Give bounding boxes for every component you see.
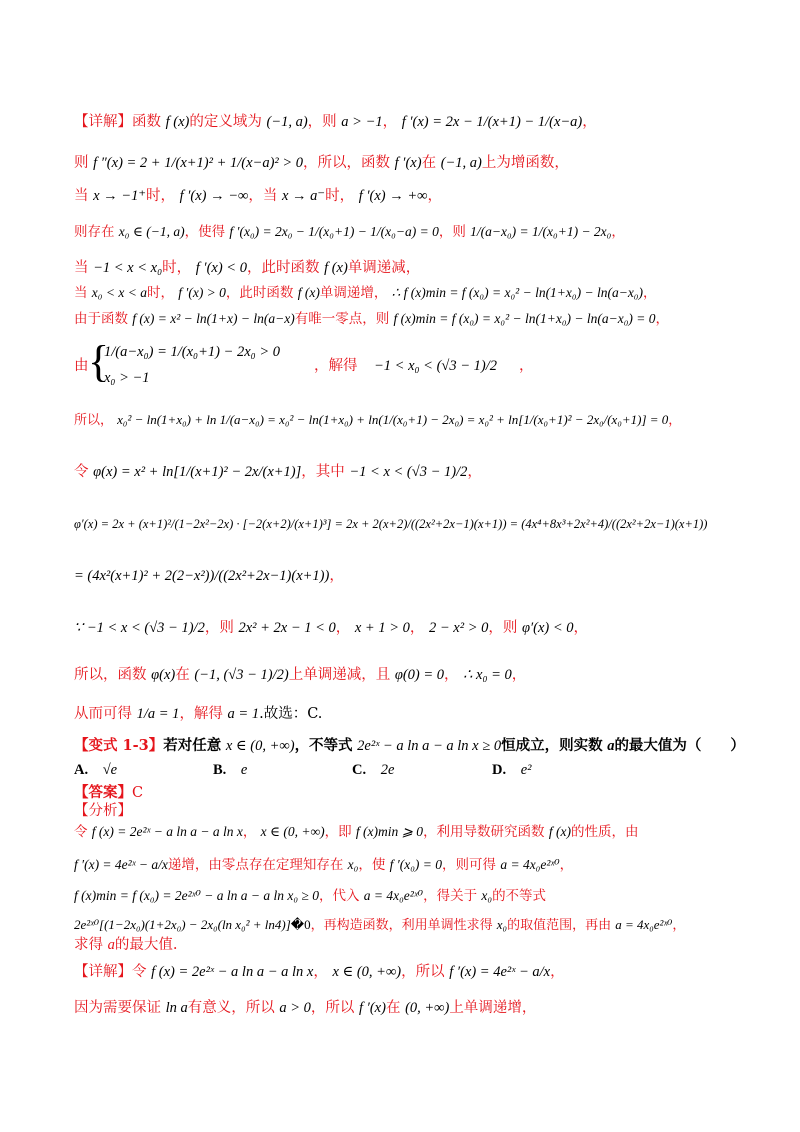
math: �0	[290, 917, 311, 932]
math: x ∈ (0, +∞)	[225, 738, 295, 754]
math: x → a⁻	[282, 188, 326, 204]
solution-line-10	[74, 462, 760, 482]
text: ，即	[324, 824, 352, 840]
solution-line-4	[74, 222, 760, 242]
math: x → −1⁺	[93, 188, 146, 204]
text: 的定义域为	[189, 114, 262, 130]
math: f (x)min = f (x₀) = 2e²ˣ⁰ − a ln a − a ln x₀ ≥ 0	[74, 888, 319, 903]
text: ，	[573, 620, 589, 636]
math: f ′(x) < 0	[195, 260, 247, 276]
math: ∵ −1 < x < (√3 − 1)/2	[74, 620, 205, 636]
math: −1 < x₀ < (√3 − 1)/2	[374, 358, 498, 374]
text: ，则	[307, 114, 337, 130]
math: x + 1 > 0	[354, 620, 410, 636]
math: f (x) = 2e²ˣ − a ln a − a ln x	[91, 824, 243, 839]
text: ，	[655, 311, 670, 327]
math: ln a	[165, 1000, 188, 1016]
math: x₀	[481, 888, 493, 903]
text: ，	[582, 114, 597, 130]
math: f (x)	[165, 114, 190, 130]
text: 令	[74, 464, 89, 480]
math: a = 4x₀e²ˣ⁰	[615, 917, 673, 932]
text: ，此时函数	[246, 260, 320, 276]
math: x₀	[347, 857, 359, 872]
math: a = 4x₀e²ˣ⁰	[500, 857, 560, 872]
text: 的不等式	[492, 888, 547, 904]
text: 单调递减，	[347, 260, 421, 276]
analysis-tag: 【分析】	[74, 803, 132, 819]
text: ，不等式	[294, 737, 353, 754]
math: = (4x²(x+1)² + 2(2−x²))/((2x²+2x−1)(x+1))	[74, 568, 330, 584]
text: 当	[74, 285, 88, 301]
option-a	[74, 762, 117, 779]
text: 当	[74, 188, 89, 204]
math: f (x)	[324, 260, 348, 276]
analysis-line-2	[74, 855, 760, 875]
text: 若对任意	[163, 737, 222, 754]
math: f ′(x)	[394, 155, 422, 171]
math: f ′(x) → +∞	[358, 188, 428, 204]
math: (−1, a)	[266, 114, 308, 130]
text: ，利用导数研究函数	[423, 824, 545, 840]
solution-line-2	[74, 153, 760, 173]
text: ，当	[248, 188, 278, 204]
variant-tag: 【变式 1-3】	[74, 737, 164, 754]
option-c	[352, 762, 394, 779]
math: ∴ x₀ = 0	[463, 667, 512, 683]
text: 有唯一零点，则	[294, 311, 390, 327]
text: ，	[329, 568, 344, 584]
math: ∴ f (x)min = f (x₀) = x₀² − ln(1+x₀) − ln(a−x₀)	[391, 285, 643, 300]
math: x₀² − ln(1+x₀) + ln 1/(a−x₀) = x₀² − ln(1+x₀) + ln(1/(x₀+1) − 2x₀) = x₀² + ln[1/(x₀+1)² − 2x₀/(x₀+1)] = 0	[117, 412, 669, 427]
text: ，所以	[401, 964, 445, 980]
text: 由	[74, 358, 89, 374]
math: f ′(x₀) = 2x₀ − 1/(x₀+1) − 1/(x₀−a) = 0	[229, 224, 439, 239]
text: 所以，	[74, 413, 114, 428]
solution-line-15	[74, 704, 760, 724]
text: ，则可得	[442, 857, 497, 873]
answer-tag: 【答案】	[74, 784, 132, 801]
solution-line-7	[74, 309, 760, 329]
math: −1 < x < (√3 − 1)/2	[349, 464, 468, 480]
option-label: B.	[213, 762, 227, 778]
answer-value: C	[132, 785, 144, 801]
math: f (x)	[548, 824, 571, 839]
math: φ(x) = x² + ln[1/(x+1)² − 2x/(x+1)]	[93, 464, 302, 480]
text: ，	[335, 620, 351, 636]
text: 时，	[325, 188, 355, 204]
text: 在	[385, 1000, 401, 1016]
math: a > 0	[279, 1000, 311, 1016]
text: 则存在	[74, 224, 115, 240]
text: ，其中	[301, 464, 345, 480]
text: 由于函数	[74, 311, 128, 327]
math: 1/a = 1	[136, 706, 180, 722]
detail-line-2	[74, 998, 760, 1018]
analysis-line-1	[74, 822, 760, 842]
text: 上单调递减，且	[288, 667, 391, 683]
text: 时，	[162, 260, 192, 276]
option-label: A.	[74, 762, 89, 778]
text: ，使得	[184, 224, 226, 240]
text: ，解得	[314, 358, 358, 374]
math: (0, +∞)	[405, 1000, 450, 1016]
option-value: e	[240, 762, 248, 778]
option-b	[213, 762, 247, 779]
math: x₀	[496, 917, 508, 932]
text: 的取值范围，再由	[507, 918, 612, 933]
math: f ′(x) = 4e²ˣ − a/x	[449, 964, 551, 980]
math: f ′(x₀) = 0	[389, 857, 443, 872]
math: x₀ > −1	[104, 370, 150, 386]
analysis-line-5	[74, 935, 760, 955]
solution-line-6	[74, 283, 760, 303]
math: f ′(x) = 4e²ˣ − a/x	[74, 857, 168, 872]
text: ，代入	[318, 888, 360, 904]
text: ，	[409, 620, 425, 636]
math: −1 < x < x₀	[93, 260, 163, 276]
solution-line-9	[74, 410, 760, 431]
text: 时，	[145, 188, 175, 204]
math: f (x) = 2e²ˣ − a ln a − a ln x	[151, 964, 314, 980]
math: a	[607, 738, 615, 754]
math: φ(0) = 0	[394, 667, 445, 683]
math: f (x)	[297, 285, 320, 300]
text: ，	[519, 358, 534, 374]
math: x₀ ∈ (−1, a)	[118, 224, 185, 239]
option-value: e²	[520, 762, 532, 778]
math: 1/(a−x₀) = 1/(x₀+1) − 2x₀ > 0	[104, 344, 280, 360]
text: 则	[74, 155, 89, 171]
answer-line	[74, 783, 760, 803]
text: ，	[382, 114, 398, 130]
text: 在	[421, 155, 437, 171]
math: 2e²ˣ − a ln a − a ln x ≥ 0	[357, 738, 502, 754]
math: 2x² + 2x − 1 < 0	[238, 620, 336, 636]
text: ，再构造函数，利用单调性求得	[310, 918, 493, 933]
detail-tag: 【详解】	[74, 114, 132, 130]
math: f ″(x) = 2 + 1/(x+1)² + 1/(x−a)² > 0	[93, 155, 304, 171]
option-d	[492, 762, 532, 779]
math: a	[107, 937, 115, 953]
solution-line-13	[74, 618, 760, 638]
text: .故选：C.	[259, 706, 323, 722]
math: x₀ < x < a	[91, 285, 147, 300]
text: ，	[643, 285, 657, 301]
option-value: 2e	[380, 762, 395, 778]
detail-tag-2: 【详解】	[74, 964, 132, 980]
text: ，	[611, 224, 625, 240]
text: 令	[74, 824, 88, 840]
math: x ∈ (0, +∞)	[332, 964, 402, 980]
text: 的最大值.	[114, 937, 178, 953]
text: 令	[132, 964, 147, 980]
math: (−1, (√3 − 1)/2)	[194, 667, 289, 683]
analysis-line-4	[74, 915, 760, 936]
analysis-line-3	[74, 886, 760, 906]
solution-line-5	[74, 258, 760, 278]
math: a > −1	[341, 114, 383, 130]
math: f (x)min = f (x₀) = x₀² − ln(1+x₀) − ln(a−x₀) = 0	[393, 311, 656, 326]
math: (−1, a)	[440, 155, 482, 171]
text: ，	[467, 464, 482, 480]
text: 函数	[132, 114, 161, 130]
math: a = 4x₀e²ˣ⁰	[363, 888, 424, 903]
text: ，	[559, 857, 574, 873]
text: ，得关于	[423, 888, 478, 904]
text: ，所以，函数	[303, 155, 391, 171]
solution-line-12	[74, 566, 760, 586]
text: ，则	[204, 620, 234, 636]
text: ，	[511, 667, 527, 683]
detail-line-1	[74, 962, 760, 982]
text: ，	[427, 188, 442, 204]
text: 当	[74, 260, 89, 276]
text: 在	[175, 667, 190, 683]
text: ，解得	[179, 706, 223, 722]
solution-line-11	[74, 514, 760, 534]
text: 的性质，由	[570, 824, 639, 840]
text: ，	[313, 964, 328, 980]
variant-question	[74, 736, 760, 756]
math: φ′(x) < 0	[521, 620, 574, 636]
text: ，	[444, 667, 459, 683]
option-label: D.	[492, 762, 507, 778]
text: ，	[550, 964, 565, 980]
text: 单调递增，	[319, 285, 388, 301]
left-brace: {	[88, 337, 110, 386]
analysis-line	[74, 801, 760, 821]
text: 上为增函数，	[481, 155, 569, 171]
text: ，所以	[310, 1000, 355, 1016]
math: f ′(x) = 2x − 1/(x+1) − 1/(x−a)	[401, 114, 583, 130]
text: ，则	[438, 224, 466, 240]
text: 的最大值为（ ）	[614, 737, 745, 754]
text: ，此时函数	[225, 285, 294, 301]
text: 有意义，所以	[187, 1000, 275, 1016]
math: x ∈ (0, +∞)	[260, 824, 325, 839]
text: 从而可得	[74, 706, 132, 722]
text: 时，	[146, 285, 174, 301]
text: 所以，函数	[74, 667, 147, 683]
math: 2 − x² > 0	[429, 620, 489, 636]
math: f ′(x) → −∞	[179, 188, 249, 204]
text: ，	[242, 824, 257, 840]
text: ，	[672, 918, 686, 933]
solution-line-3	[74, 186, 760, 206]
text: ，使	[358, 857, 386, 873]
option-label: C.	[352, 762, 367, 778]
math: f (x) = x² − ln(1+x) − ln(a−x)	[132, 311, 295, 326]
text: ，则	[488, 620, 518, 636]
math: 1/(a−x₀) = 1/(x₀+1) − 2x₀	[470, 224, 612, 239]
text: 上单调递增，	[449, 1000, 537, 1016]
math: φ′(x) = 2x + (x+1)²/(1−2x²−2x) · [−2(x+2)/(x+1)³] = 2x + 2(x+2)/((2x²+2x−1)(x+1)) = (4x⁴+8x³+2x²+4)/((2x²+2x−1)(x+1))	[74, 517, 708, 531]
text: 恒成立，则实数	[501, 737, 603, 754]
math: φ(x)	[151, 667, 176, 683]
solution-line-1	[74, 112, 760, 132]
math: f ′(x) > 0	[178, 285, 226, 300]
text: 因为需要保证	[74, 1000, 161, 1016]
math: f ′(x)	[359, 1000, 386, 1016]
solution-line-8	[74, 337, 760, 390]
math: a = 1	[227, 706, 260, 722]
text: 递增，由零点存在定理知存在	[167, 857, 344, 873]
text: 求得	[74, 937, 103, 953]
solution-line-14	[74, 665, 760, 685]
option-value: √e	[102, 762, 118, 778]
text: ，	[668, 413, 682, 428]
math: 2e²ˣ⁰[(1−2x₀)(1+2x₀) − 2x₀(ln x₀² + ln4)]	[74, 917, 291, 932]
math: f (x)min ⩾ 0	[355, 824, 424, 839]
